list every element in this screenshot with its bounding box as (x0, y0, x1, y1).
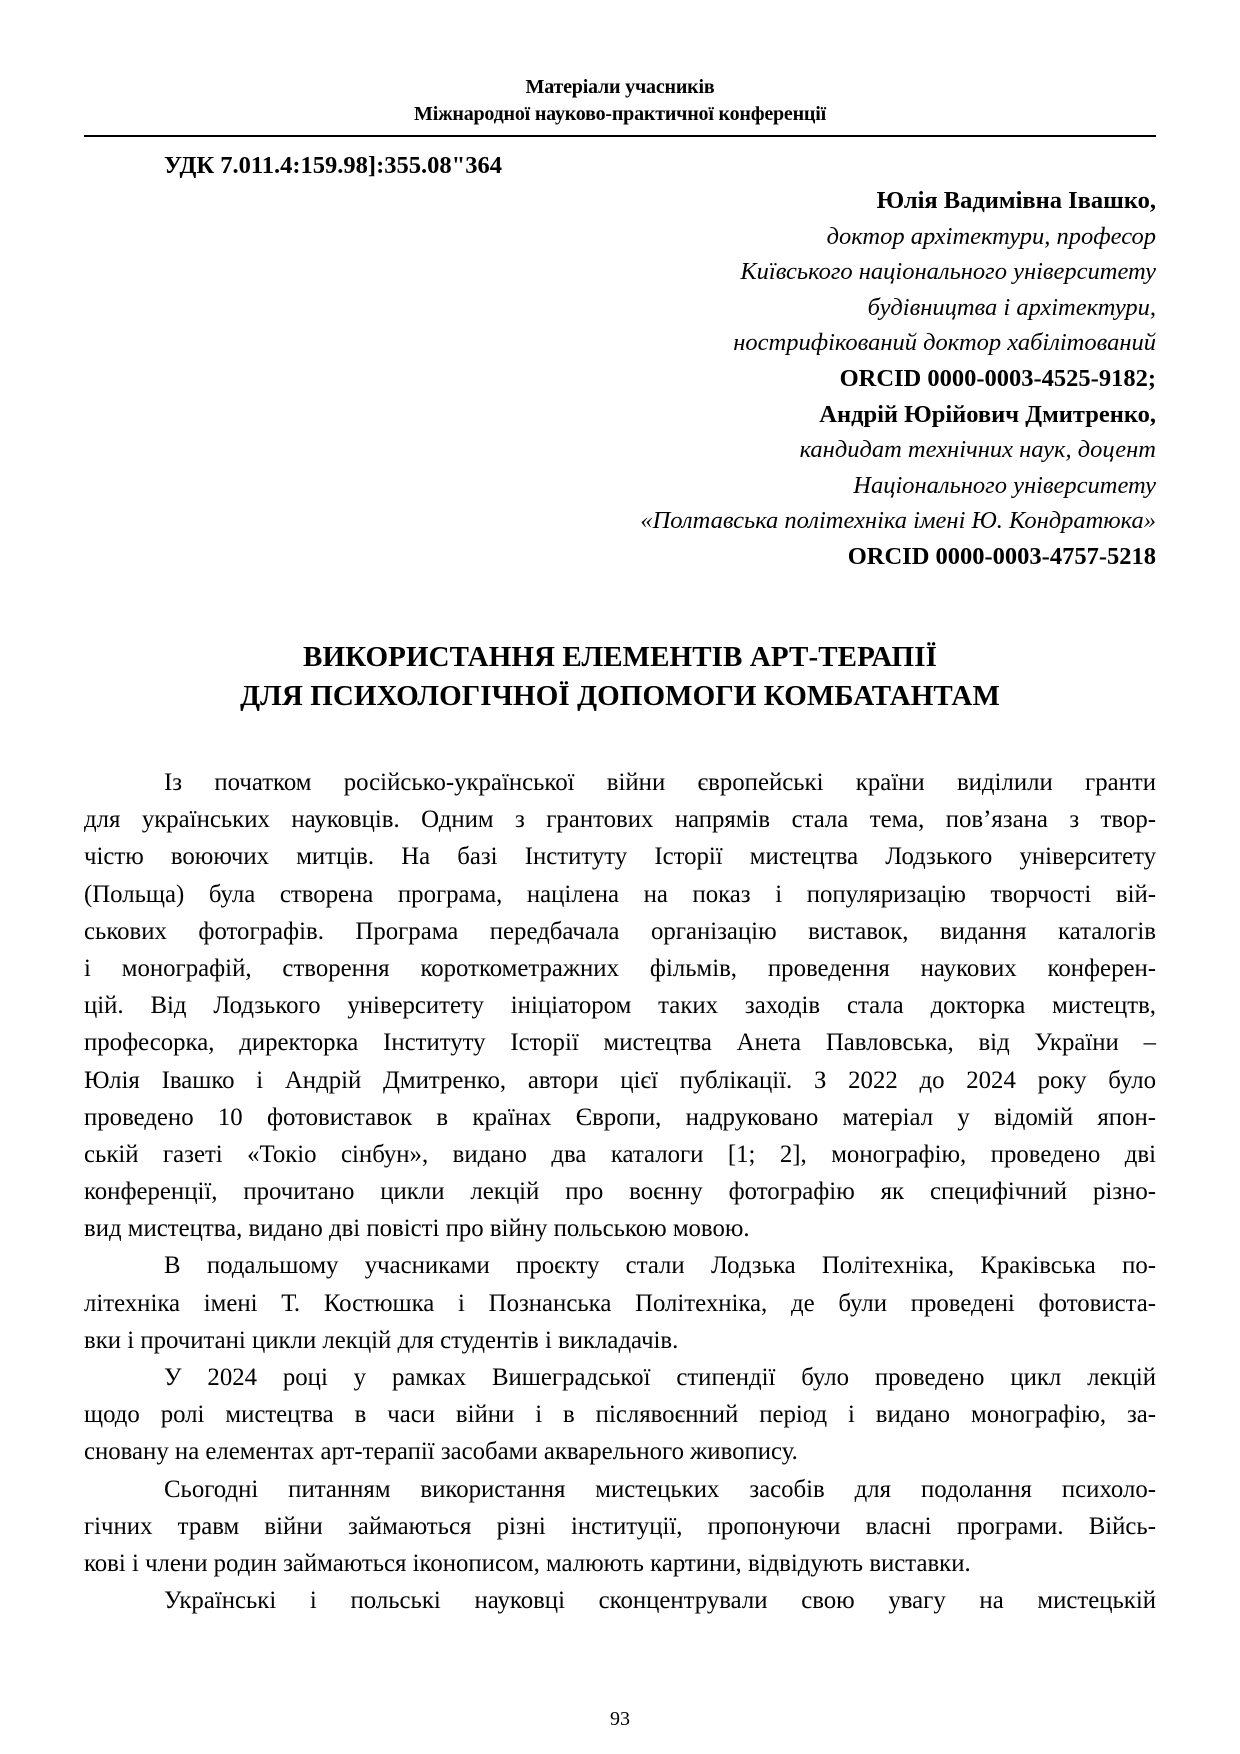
author-affiliation-line: будівництва і архітектури, (867, 293, 1156, 321)
header-divider (84, 135, 1156, 137)
text-line: ськових фотографів. Програма передбачала організацію виставок, видання каталогів (84, 917, 1156, 945)
text-line: літехніка імені Т. Костюшка і Познанська Політехніка, де були проведені фотовиста- (84, 1289, 1156, 1317)
author-affiliation-line: доктор архітектури, професор (826, 222, 1156, 250)
text-line: чістю воюючих митців. На базі Інституту Історії мистецтва Лодзького університету (84, 843, 1156, 871)
text-line: кові і члени родин займаються іконописом, малюють картини, відвідують виставки. (84, 1549, 971, 1577)
paragraph (84, 764, 1156, 1247)
author-name: Юлія Вадимівна Івашко, (876, 187, 1156, 214)
paragraph (84, 1471, 1156, 1583)
running-header-line-1: Матеріали учасників (525, 76, 715, 98)
article-title-line-1: ВИКОРИСТАННЯ ЕЛЕМЕНТІВ АРТ-ТЕРАПІЇ (303, 641, 937, 673)
text-line: вид мистецтва, видано дві повісті про війну польською мовою. (84, 1215, 750, 1243)
author-name: Андрій Юрійович Дмитренко, (819, 400, 1156, 428)
paragraph (84, 1247, 1156, 1359)
text-line: вки і прочитані цикли лекцій для студентів і викладачів. (84, 1326, 679, 1354)
author-block (256, 183, 1156, 575)
text-line: конференції, прочитано цикли лекцій про воєнну фотографію як специфічний різно- (84, 1178, 1156, 1206)
text-line: сновану на елементах арт-терапії засобами акварельного живопису. (84, 1438, 798, 1466)
author-orcid: ORCID 0000-0003-4525-9182; (839, 364, 1156, 392)
text-line: В подальшому учасниками проєкту стали Лодзька Політехніка, Краківська по- (164, 1252, 1156, 1280)
text-line: щодо ролі мистецтва в часи війни і в післявоєнний період і видано монографію, за- (84, 1401, 1156, 1429)
text-line: і монографій, створення короткометражних фільмів, проведення наукових конферен- (84, 954, 1156, 982)
paragraph (84, 1582, 1156, 1619)
page-number: 93 (610, 1708, 630, 1730)
paragraph (84, 1359, 1156, 1471)
author-affiliation-line: «Полтавська політехніка імені Ю. Кондратюка» (640, 507, 1156, 535)
author-affiliation-line: нострифікований доктор хабілітований (733, 329, 1156, 357)
author-affiliation-line: Національного університету (853, 471, 1156, 499)
article-body (84, 764, 1156, 1619)
text-line: проведено 10 фотовиставок в країнах Європи, надруковано матеріал у відомій япон- (84, 1103, 1156, 1131)
author-affiliation-line: кандидат технічних наук, доцент (799, 436, 1156, 464)
article-title (84, 638, 1156, 716)
text-line: У 2024 році у рамках Вишеградської стипендії було проведено цикл лекцій (164, 1364, 1156, 1391)
text-line: (Польща) була створена програма, націлена на показ і популяризацію творчості вій- (84, 880, 1156, 908)
article-title-line-2: ДЛЯ ПСИХОЛОГІЧНОЇ ДОПОМОГИ КОМБАТАНТАМ (240, 680, 1000, 712)
text-line: Із початком російсько-української війни європейські країни виділили гранти (164, 769, 1156, 796)
text-line: ській газеті «Токіо сінбун», видано два каталоги [1; 2], монографію, проведено дві (84, 1140, 1156, 1168)
text-line: Українські і польські науковці сконцентрували свою увагу на мистецькій (164, 1587, 1156, 1615)
text-line: гічних травм війни займаються різні інституції, пропонуючи власні програми. Війсь- (84, 1512, 1156, 1540)
running-header (84, 74, 1156, 128)
author-affiliation-line: Київського національного університету (740, 258, 1156, 286)
text-line: для українських науковців. Одним з грантових напрямів стала тема, пов’язана з твор- (84, 806, 1156, 834)
running-header-line-2: Міжнародної науково-практичної конференції (414, 103, 826, 125)
text-line: Сьогодні питанням використання мистецьких засобів для подолання психоло- (164, 1475, 1156, 1503)
text-line: цій. Від Лодзького університету ініціатором таких заходів стала докторка мистецтв, (84, 992, 1156, 1020)
author-orcid: ORCID 0000-0003-4757-5218 (847, 542, 1156, 570)
udk-code: УДК 7.011.4:159.98]:355.08"364 (164, 152, 502, 179)
text-line: Юлія Івашко і Андрій Дмитренко, автори цієї публікації. З 2022 до 2024 року було (84, 1066, 1156, 1094)
text-line: професорка, директорка Інституту Історії мистецтва Анета Павловська, від України – (84, 1029, 1156, 1057)
